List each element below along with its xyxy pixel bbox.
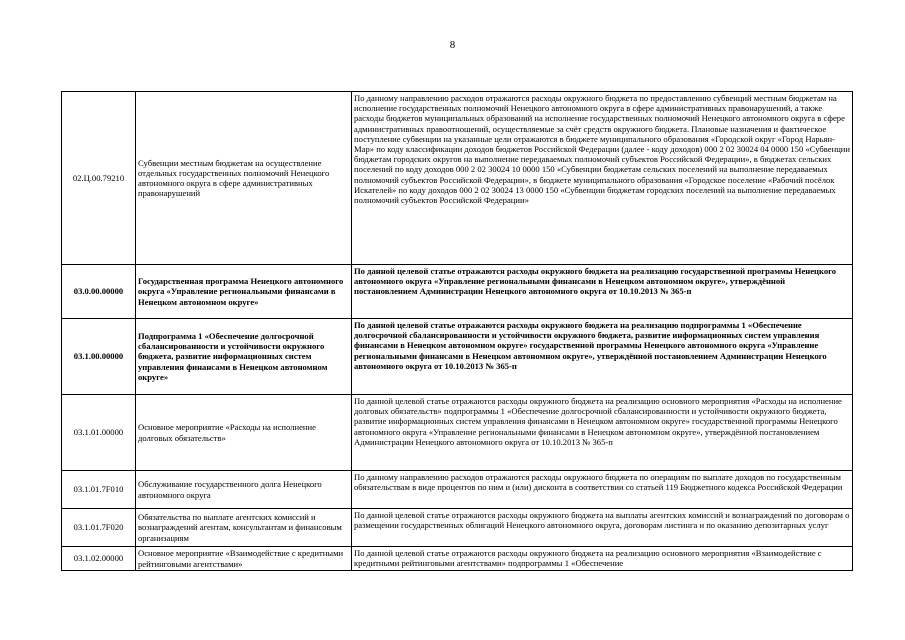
table-row — [62, 471, 853, 509]
table-row — [62, 395, 853, 471]
row-description: По данной целевой статье отражаются расходы окружного бюджета на реализацию государственной программы Ненецкого автономного округа «Управление региональными финансами в Ненецком автономном округе», утверждённой постановлением Администрации Ненецкого автономного округа от 10.10.2013 № 365-п — [352, 265, 853, 319]
row-name: Основное мероприятие «Взаимодействие с кредитными рейтинговыми агентствами» — [136, 547, 352, 571]
row-description: По данному направлению расходов отражаются расходы окружного бюджета по операциям по выплате доходов по государственным обязательствам в виде процентов по ним и (или) дисконта в соответствии со статьей 119 Бюджетного кодекса Российской Федерации — [352, 471, 853, 509]
row-code: 03.1.02.00000 — [62, 547, 136, 571]
row-description: По данной целевой статье отражаются расходы окружного бюджета на реализацию подпрограммы 1 «Обеспечение долгосрочной сбалансированности и устойчивости окружного бюджета, развитие информационных систем управления финансами в Ненецком автономном округе» государственной программы Ненецкого автономного округа «Управление региональными финансами в Ненецком автономном округе», утверждённой постановлением Администрации Ненецкого автономного округа от 10.10.2013 № 365-п — [352, 319, 853, 395]
table-row — [62, 92, 853, 265]
row-description: По данному направлению расходов отражаются расходы окружного бюджета по предоставлению субвенций местным бюджетам на исполнение государственных полномочий Ненецкого автономного округа в сфере административных правонарушений, а также расходы бюджетов муниципальных образований на исполнение государственных полномочий Ненецкого автономного округа в сфере административных правоотношений, осуществляемые за счёт средств окружного бюджета. Плановые назначения и фактическое поступление субвенции на указанные цели отражаются в бюджете муниципального образования «Городской округ «Город Нарьян-Мар» по коду классификации доходов бюджетов Российской Федерации (далее - коду доходов) 000 2 02 30024 04 0000 150 «Субвенции бюджетам городских округов на выполнение передаваемых полномочий субъектов Российской Федерации», в бюджетах сельских поселений по коду доходов 000 2 02 30024 10 0000 150 «Субвенции бюджетам сельских поселений на выполнение передаваемых полномочий субъектов Российской Федерации», в бюджете муниципального образования «Городское поселение «Рабочий посёлок Искателей» по коду доходов 000 2 02 30024 13 0000 150 «Субвенции бюджетам городских поселений на выполнение передаваемых полномочий субъектов Российской Федерации» — [352, 92, 853, 265]
row-description: По данной целевой статье отражаются расходы окружного бюджета на выплаты агентских комиссий и вознаграждений по договорам о размещении государственных облигаций Ненецкого автономного округа, договорам листинга и по оказанию депозитарных услуг — [352, 509, 853, 547]
row-code: 03.1.00.00000 — [62, 319, 136, 395]
row-code: 03.1.01.00000 — [62, 395, 136, 471]
row-code: 03.1.01.7F020 — [62, 509, 136, 547]
row-code: 03.0.00.00000 — [62, 265, 136, 319]
row-name: Государственная программа Ненецкого автономного округа «Управление региональными финансами в Ненецком автономном округе» — [136, 265, 352, 319]
table-row — [62, 547, 853, 571]
row-description: По данной целевой статье отражаются расходы окружного бюджета на реализацию основного мероприятия «Расходы на исполнение долговых обязательств» подпрограммы 1 «Обеспечение долгосрочной сбалансированности и устойчивости окружного бюджета, развитие информационных систем управления финансами в Ненецком автономном округе» государственной программы Ненецкого автономного округа «Управление региональными финансами в Ненецком автономном округе», утверждённой постановлением Администрации Ненецкого автономного округа от 10.10.2013 № 365-п — [352, 395, 853, 471]
row-name: Субвенции местным бюджетам на осуществление отдельных государственных полномочий Ненецкого автономного округа в сфере административных правонарушений — [136, 92, 352, 265]
row-code: 02.Ц.00.79210 — [62, 92, 136, 265]
row-name: Подпрограмма 1 «Обеспечение долгосрочной сбалансированности и устойчивости окружного бюджета, развитие информационных систем управления финансами в Ненецком автономном округе» — [136, 319, 352, 395]
row-name: Основное мероприятие «Расходы на исполнение долговых обязательств» — [136, 395, 352, 471]
classification-table — [61, 91, 853, 571]
row-name: Обязательства по выплате агентских комиссий и вознаграждений агентам, консультантам и финансовым организациям — [136, 509, 352, 547]
row-name: Обслуживание государственного долга Ненецкого автономного округа — [136, 471, 352, 509]
table-row — [62, 265, 853, 319]
row-description: По данной целевой статье отражаются расходы окружного бюджета на реализацию основного мероприятия «Взаимодействие с кредитными рейтинговыми агентствами» подпрограммы 1 «Обеспечение — [352, 547, 853, 571]
row-code: 03.1.01.7F010 — [62, 471, 136, 509]
table-row — [62, 509, 853, 547]
page-number: 8 — [449, 39, 456, 51]
table-row — [62, 319, 853, 395]
